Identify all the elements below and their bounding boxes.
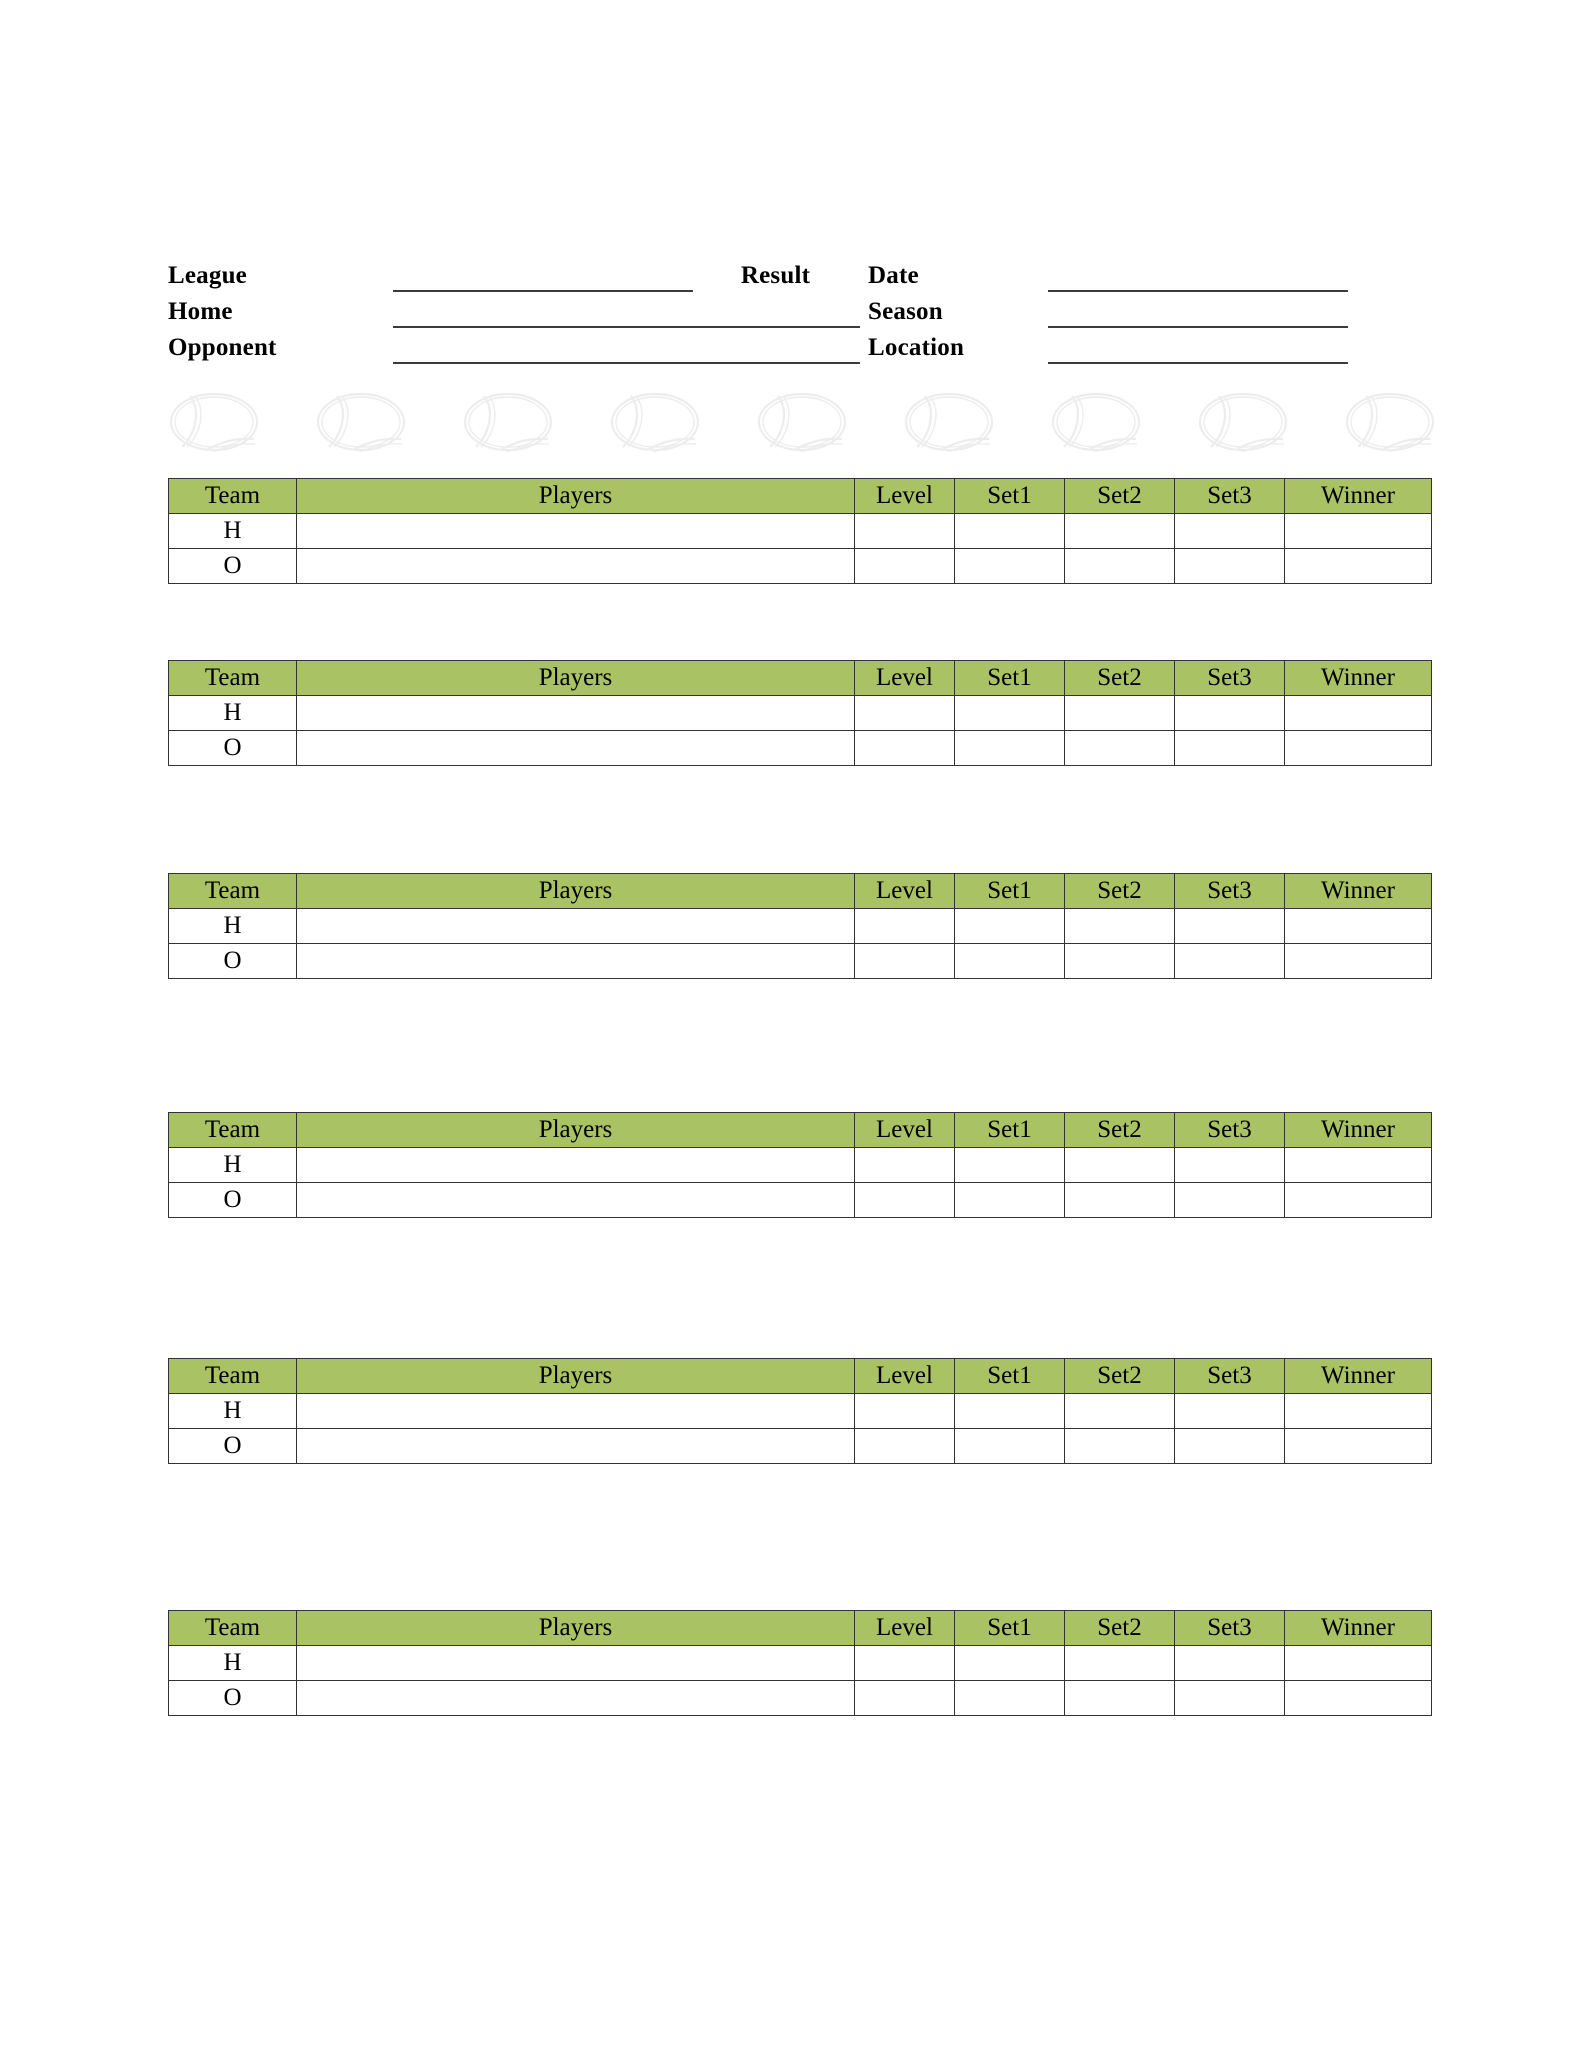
column-header-players: Players bbox=[297, 1611, 855, 1646]
table-row bbox=[169, 696, 1432, 731]
tennis-ball-icon bbox=[609, 392, 701, 452]
tennis-ball-icon bbox=[1050, 392, 1142, 452]
input-cell-set1[interactable] bbox=[955, 1148, 1065, 1183]
input-cell-set2[interactable] bbox=[1065, 1646, 1175, 1681]
input-cell-set1[interactable] bbox=[955, 909, 1065, 944]
tennis-ball-icon bbox=[1344, 392, 1436, 452]
table-header-row bbox=[169, 1359, 1432, 1394]
column-header-set2: Set2 bbox=[1065, 661, 1175, 696]
column-header-winner: Winner bbox=[1285, 1113, 1432, 1148]
table-row bbox=[169, 1183, 1432, 1218]
input-cell-players[interactable] bbox=[297, 1429, 855, 1464]
result-block bbox=[693, 258, 858, 294]
table-row bbox=[169, 909, 1432, 944]
team-cell-O: O bbox=[169, 549, 297, 584]
column-header-players: Players bbox=[297, 874, 855, 909]
input-cell-set1[interactable] bbox=[955, 514, 1065, 549]
label-home: Home bbox=[168, 298, 233, 325]
input-cell-set2[interactable] bbox=[1065, 514, 1175, 549]
input-cell-set3[interactable] bbox=[1175, 731, 1285, 766]
column-header-winner: Winner bbox=[1285, 1359, 1432, 1394]
table-row bbox=[169, 1429, 1432, 1464]
column-header-team: Team bbox=[169, 479, 297, 514]
column-header-winner: Winner bbox=[1285, 1611, 1432, 1646]
label-location: Location bbox=[868, 334, 965, 361]
column-header-set2: Set2 bbox=[1065, 1113, 1175, 1148]
date-input-rule[interactable] bbox=[1048, 290, 1348, 292]
input-cell-set2[interactable] bbox=[1065, 1148, 1175, 1183]
column-header-set3: Set3 bbox=[1175, 1113, 1285, 1148]
input-cell-players[interactable] bbox=[297, 1183, 855, 1218]
input-cell-set3[interactable] bbox=[1175, 1681, 1285, 1716]
input-cell-set3[interactable] bbox=[1175, 549, 1285, 584]
table-row bbox=[169, 1681, 1432, 1716]
column-header-set3: Set3 bbox=[1175, 479, 1285, 514]
column-header-set2: Set2 bbox=[1065, 874, 1175, 909]
input-cell-set3[interactable] bbox=[1175, 1394, 1285, 1429]
season-input-rule[interactable] bbox=[1048, 326, 1348, 328]
team-cell-O: O bbox=[169, 731, 297, 766]
input-cell-players[interactable] bbox=[297, 731, 855, 766]
result-input-rule-1[interactable] bbox=[690, 326, 860, 328]
input-cell-players[interactable] bbox=[297, 909, 855, 944]
team-cell-H: H bbox=[169, 1394, 297, 1429]
input-cell-level[interactable] bbox=[855, 549, 955, 584]
scoresheet-header bbox=[168, 258, 1408, 388]
opponent-input-rule[interactable] bbox=[393, 362, 693, 364]
column-header-set2: Set2 bbox=[1065, 1611, 1175, 1646]
input-cell-winner[interactable] bbox=[1285, 514, 1432, 549]
column-header-set3: Set3 bbox=[1175, 1359, 1285, 1394]
label-season: Season bbox=[868, 298, 943, 325]
table-header-row bbox=[169, 1113, 1432, 1148]
table-header-row bbox=[169, 1611, 1432, 1646]
column-header-set1: Set1 bbox=[955, 1611, 1065, 1646]
column-header-level: Level bbox=[855, 479, 955, 514]
input-cell-set1[interactable] bbox=[955, 944, 1065, 979]
input-cell-level[interactable] bbox=[855, 1429, 955, 1464]
input-cell-set1[interactable] bbox=[955, 1681, 1065, 1716]
input-cell-set1[interactable] bbox=[955, 1183, 1065, 1218]
table-row bbox=[169, 1646, 1432, 1681]
table-row bbox=[169, 944, 1432, 979]
input-cell-winner[interactable] bbox=[1285, 909, 1432, 944]
input-cell-level[interactable] bbox=[855, 1148, 955, 1183]
table-header-row bbox=[169, 874, 1432, 909]
table-row bbox=[169, 1148, 1432, 1183]
column-header-players: Players bbox=[297, 1359, 855, 1394]
team-cell-H: H bbox=[169, 1148, 297, 1183]
input-cell-level[interactable] bbox=[855, 1646, 955, 1681]
input-cell-players[interactable] bbox=[297, 514, 855, 549]
input-cell-players[interactable] bbox=[297, 1394, 855, 1429]
tennis-ball-icon bbox=[462, 392, 554, 452]
column-header-set2: Set2 bbox=[1065, 1359, 1175, 1394]
input-cell-set3[interactable] bbox=[1175, 1429, 1285, 1464]
column-header-team: Team bbox=[169, 661, 297, 696]
column-header-team: Team bbox=[169, 1359, 297, 1394]
column-header-players: Players bbox=[297, 1113, 855, 1148]
match-table-1 bbox=[168, 478, 1432, 584]
column-header-set1: Set1 bbox=[955, 661, 1065, 696]
input-cell-level[interactable] bbox=[855, 1394, 955, 1429]
column-header-set1: Set1 bbox=[955, 479, 1065, 514]
input-cell-set3[interactable] bbox=[1175, 1646, 1285, 1681]
column-header-set1: Set1 bbox=[955, 874, 1065, 909]
table-row bbox=[169, 514, 1432, 549]
result-input-rule-2[interactable] bbox=[690, 362, 860, 364]
table-header-row bbox=[169, 479, 1432, 514]
input-cell-set2[interactable] bbox=[1065, 909, 1175, 944]
team-cell-H: H bbox=[169, 1646, 297, 1681]
header-left-labels bbox=[168, 258, 378, 366]
input-cell-set1[interactable] bbox=[955, 1394, 1065, 1429]
input-cell-set2[interactable] bbox=[1065, 731, 1175, 766]
input-cell-winner[interactable] bbox=[1285, 1646, 1432, 1681]
tennis-ball-icon bbox=[756, 392, 848, 452]
input-cell-set1[interactable] bbox=[955, 549, 1065, 584]
column-header-level: Level bbox=[855, 874, 955, 909]
column-header-level: Level bbox=[855, 1359, 955, 1394]
input-cell-set2[interactable] bbox=[1065, 696, 1175, 731]
column-header-winner: Winner bbox=[1285, 874, 1432, 909]
input-cell-level[interactable] bbox=[855, 696, 955, 731]
input-cell-level[interactable] bbox=[855, 731, 955, 766]
team-cell-O: O bbox=[169, 1183, 297, 1218]
input-cell-players[interactable] bbox=[297, 549, 855, 584]
column-header-level: Level bbox=[855, 1611, 955, 1646]
input-cell-winner[interactable] bbox=[1285, 1394, 1432, 1429]
column-header-level: Level bbox=[855, 1113, 955, 1148]
column-header-team: Team bbox=[169, 1611, 297, 1646]
input-cell-set1[interactable] bbox=[955, 1429, 1065, 1464]
tennis-ball-icon bbox=[903, 392, 995, 452]
column-header-level: Level bbox=[855, 661, 955, 696]
column-header-winner: Winner bbox=[1285, 661, 1432, 696]
input-cell-winner[interactable] bbox=[1285, 1183, 1432, 1218]
input-cell-set1[interactable] bbox=[955, 731, 1065, 766]
team-cell-H: H bbox=[169, 514, 297, 549]
label-date: Date bbox=[868, 262, 919, 289]
team-cell-H: H bbox=[169, 696, 297, 731]
location-input-rule[interactable] bbox=[1048, 362, 1348, 364]
match-table-3 bbox=[168, 873, 1432, 979]
column-header-players: Players bbox=[297, 479, 855, 514]
input-cell-players[interactable] bbox=[297, 944, 855, 979]
input-cell-winner[interactable] bbox=[1285, 1681, 1432, 1716]
team-cell-H: H bbox=[169, 909, 297, 944]
column-header-set1: Set1 bbox=[955, 1359, 1065, 1394]
input-cell-set1[interactable] bbox=[955, 1646, 1065, 1681]
input-cell-set2[interactable] bbox=[1065, 1183, 1175, 1218]
column-header-team: Team bbox=[169, 874, 297, 909]
input-cell-set2[interactable] bbox=[1065, 1429, 1175, 1464]
column-header-set3: Set3 bbox=[1175, 1611, 1285, 1646]
match-table-6 bbox=[168, 1610, 1432, 1716]
input-cell-level[interactable] bbox=[855, 1183, 955, 1218]
table-row bbox=[169, 549, 1432, 584]
table-row bbox=[169, 1394, 1432, 1429]
match-table-5 bbox=[168, 1358, 1432, 1464]
input-cell-set3[interactable] bbox=[1175, 696, 1285, 731]
header-right-labels bbox=[868, 258, 1028, 366]
input-cell-set2[interactable] bbox=[1065, 944, 1175, 979]
input-cell-set2[interactable] bbox=[1065, 1681, 1175, 1716]
column-header-set3: Set3 bbox=[1175, 874, 1285, 909]
match-table-2 bbox=[168, 660, 1432, 766]
tennis-ball-icon bbox=[315, 392, 407, 452]
input-cell-set3[interactable] bbox=[1175, 1148, 1285, 1183]
input-cell-set3[interactable] bbox=[1175, 909, 1285, 944]
input-cell-level[interactable] bbox=[855, 1681, 955, 1716]
input-cell-set2[interactable] bbox=[1065, 1394, 1175, 1429]
input-cell-players[interactable] bbox=[297, 1646, 855, 1681]
match-table-4 bbox=[168, 1112, 1432, 1218]
input-cell-level[interactable] bbox=[855, 909, 955, 944]
input-cell-set3[interactable] bbox=[1175, 944, 1285, 979]
league-input-rule[interactable] bbox=[393, 290, 693, 292]
column-header-players: Players bbox=[297, 661, 855, 696]
input-cell-players[interactable] bbox=[297, 1681, 855, 1716]
table-header-row bbox=[169, 661, 1432, 696]
input-cell-players[interactable] bbox=[297, 696, 855, 731]
input-cell-winner[interactable] bbox=[1285, 696, 1432, 731]
input-cell-set1[interactable] bbox=[955, 696, 1065, 731]
label-opponent: Opponent bbox=[168, 334, 277, 361]
input-cell-winner[interactable] bbox=[1285, 1148, 1432, 1183]
input-cell-level[interactable] bbox=[855, 944, 955, 979]
label-result: Result bbox=[740, 262, 811, 289]
tennis-ball-icon bbox=[1197, 392, 1289, 452]
column-header-set3: Set3 bbox=[1175, 661, 1285, 696]
input-cell-winner[interactable] bbox=[1285, 1429, 1432, 1464]
input-cell-winner[interactable] bbox=[1285, 944, 1432, 979]
table-row bbox=[169, 731, 1432, 766]
input-cell-level[interactable] bbox=[855, 514, 955, 549]
input-cell-players[interactable] bbox=[297, 1148, 855, 1183]
column-header-winner: Winner bbox=[1285, 479, 1432, 514]
label-league: League bbox=[168, 262, 247, 289]
input-cell-set3[interactable] bbox=[1175, 1183, 1285, 1218]
input-cell-set2[interactable] bbox=[1065, 549, 1175, 584]
input-cell-winner[interactable] bbox=[1285, 549, 1432, 584]
column-header-set2: Set2 bbox=[1065, 479, 1175, 514]
team-cell-O: O bbox=[169, 944, 297, 979]
tennis-ball-decoration-strip bbox=[168, 392, 1436, 454]
home-input-rule[interactable] bbox=[393, 326, 693, 328]
input-cell-set3[interactable] bbox=[1175, 514, 1285, 549]
column-header-set1: Set1 bbox=[955, 1113, 1065, 1148]
input-cell-winner[interactable] bbox=[1285, 731, 1432, 766]
column-header-team: Team bbox=[169, 1113, 297, 1148]
team-cell-O: O bbox=[169, 1429, 297, 1464]
team-cell-O: O bbox=[169, 1681, 297, 1716]
tennis-ball-icon bbox=[168, 392, 260, 452]
